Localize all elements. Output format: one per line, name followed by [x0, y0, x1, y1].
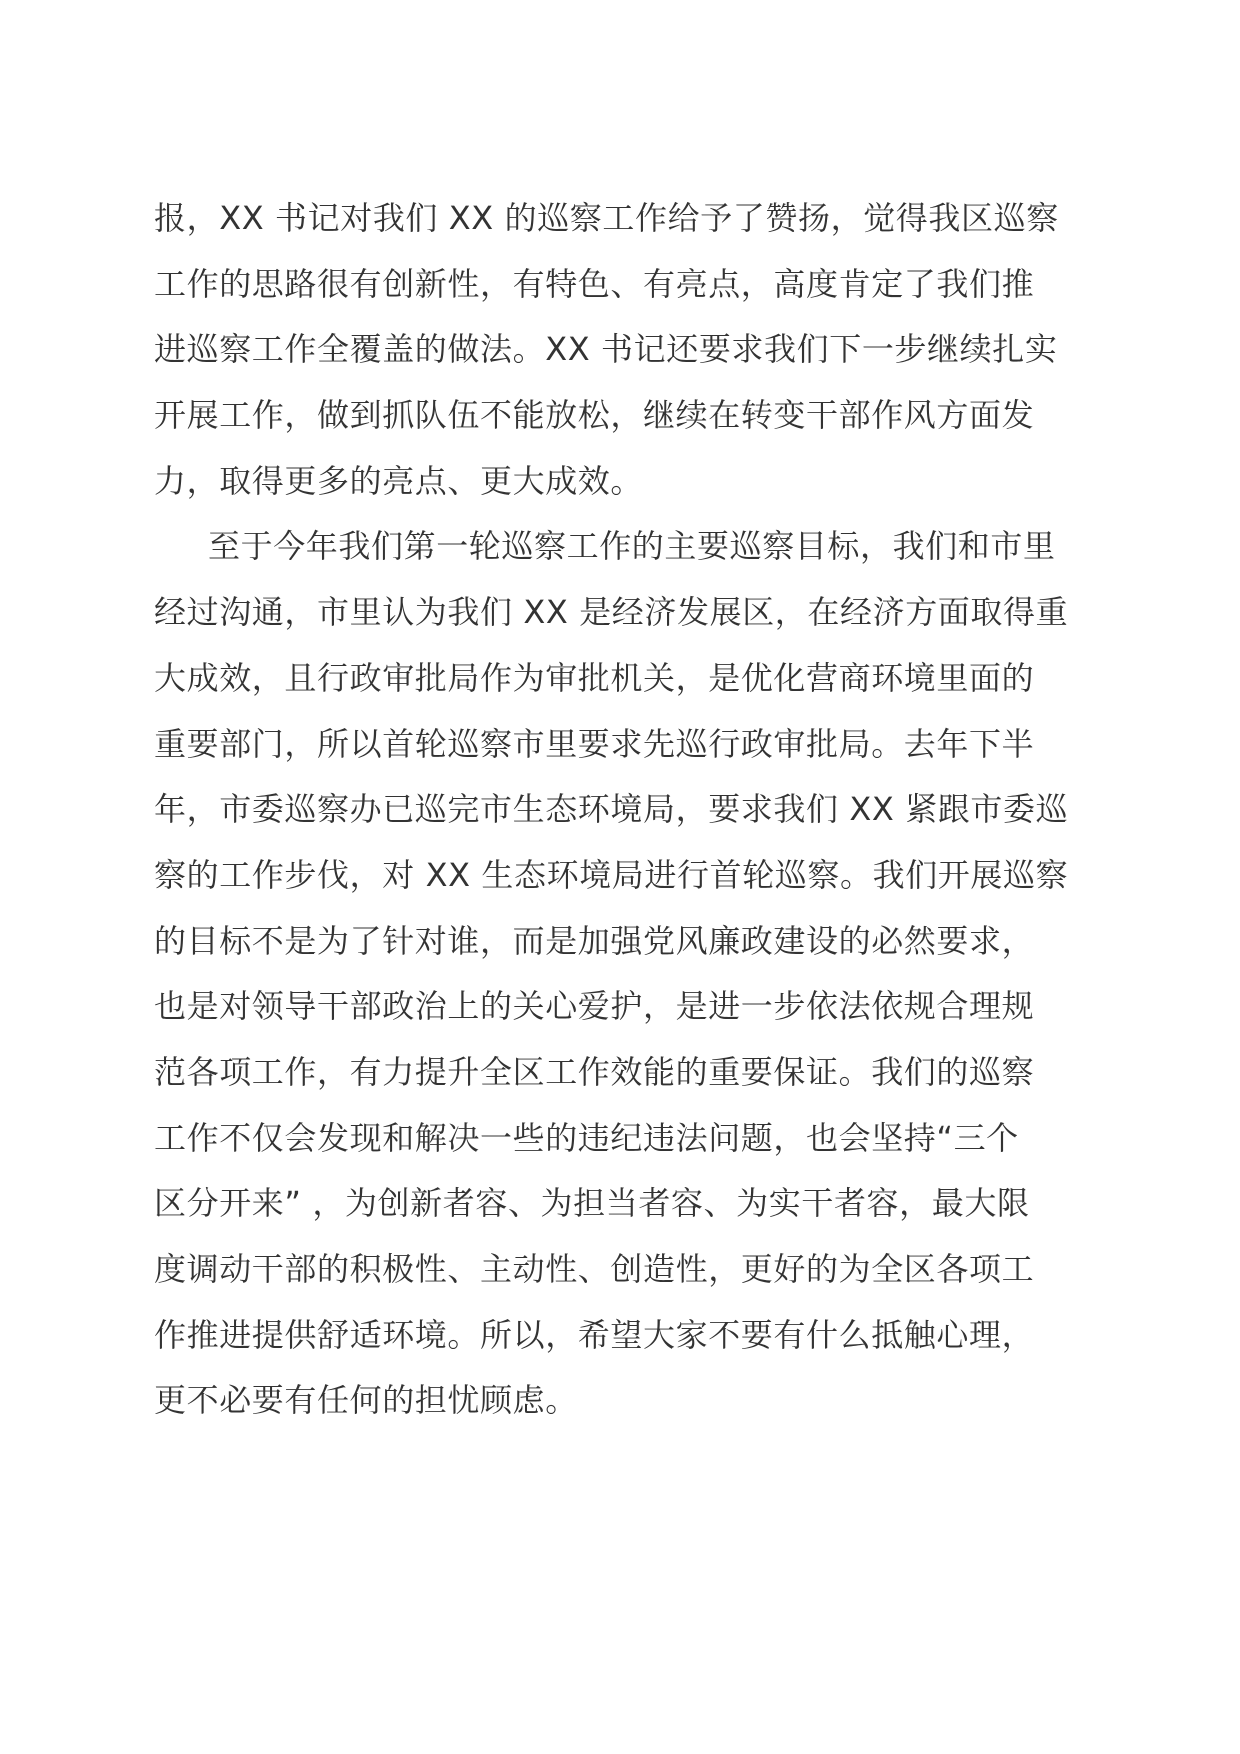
- paragraph-2-line-5: 年，市委巡察办已巡完市生态环境局，要求我们 XX 紧跟市委巡: [154, 790, 1069, 829]
- paragraph-2-line-10: 工作不仅会发现和解决一些的违纪违法问题，也会坚持“三个: [154, 1118, 1019, 1157]
- paragraph-2-line-12: 度调动干部的积极性、主动性、创造性，更好的为全区各项工: [154, 1250, 1035, 1288]
- paragraph-2-line-7: 的目标不是为了针对谁，而是加强党风廉政建设的必然要求，: [154, 921, 1035, 960]
- paragraph-2-line-9: 范各项工作，有力提升全区工作效能的重要保证。我们的巡察: [154, 1052, 1035, 1091]
- paragraph-1: [154, 186, 1094, 514]
- paragraph-2-line-1: 至于今年我们第一轮巡察工作的主要巡察目标，我们和市里: [208, 527, 1056, 566]
- paragraph-2-line-13: 作推进提供舒适环境。所以，希望大家不要有什么抵触心理，: [154, 1315, 1035, 1354]
- paragraph-2-line-14: 更不必要有任何的担忧顾虑。: [154, 1381, 578, 1420]
- paragraph-2-line-6: 察的工作步伐，对 XX 生态环境局进行首轮巡察。我们开展巡察: [154, 855, 1069, 894]
- paragraph-1-line-3: 进巡察工作全覆盖的做法。XX 书记还要求我们下一步继续扎实: [154, 330, 1058, 369]
- paragraph-2-line-3: 大成效，且行政审批局作为审批机关，是优化营商环境里面的: [154, 658, 1035, 697]
- paragraph-2: [154, 514, 1094, 1434]
- paragraph-1-line-4: 开展工作，做到抓队伍不能放松，继续在转变干部作风方面发: [154, 396, 1035, 435]
- paragraph-1-line-2: 工作的思路很有创新性，有特色、有亮点，高度肯定了我们推: [154, 264, 1035, 303]
- paragraph-1-line-5: 力，取得更多的亮点、更大成效。: [154, 461, 644, 500]
- paragraph-2-line-2: 经过沟通，市里认为我们 XX 是经济发展区，在经济方面取得重: [154, 593, 1069, 632]
- paragraph-1-line-1: 报，XX 书记对我们 XX 的巡察工作给予了赞扬，觉得我区巡察: [154, 199, 1059, 237]
- paragraph-2-line-8: 也是对领导干部政治上的关心爱护，是进一步依法依规合理规: [154, 987, 1035, 1026]
- paragraph-2-line-11: 区分开来” ，为创新者容、为担当者容、为实干者容，最大限: [154, 1184, 1030, 1223]
- paragraph-2-line-4: 重要部门，所以首轮巡察市里要求先巡行政审批局。去年下半: [154, 724, 1035, 763]
- document-body: [154, 186, 1094, 1434]
